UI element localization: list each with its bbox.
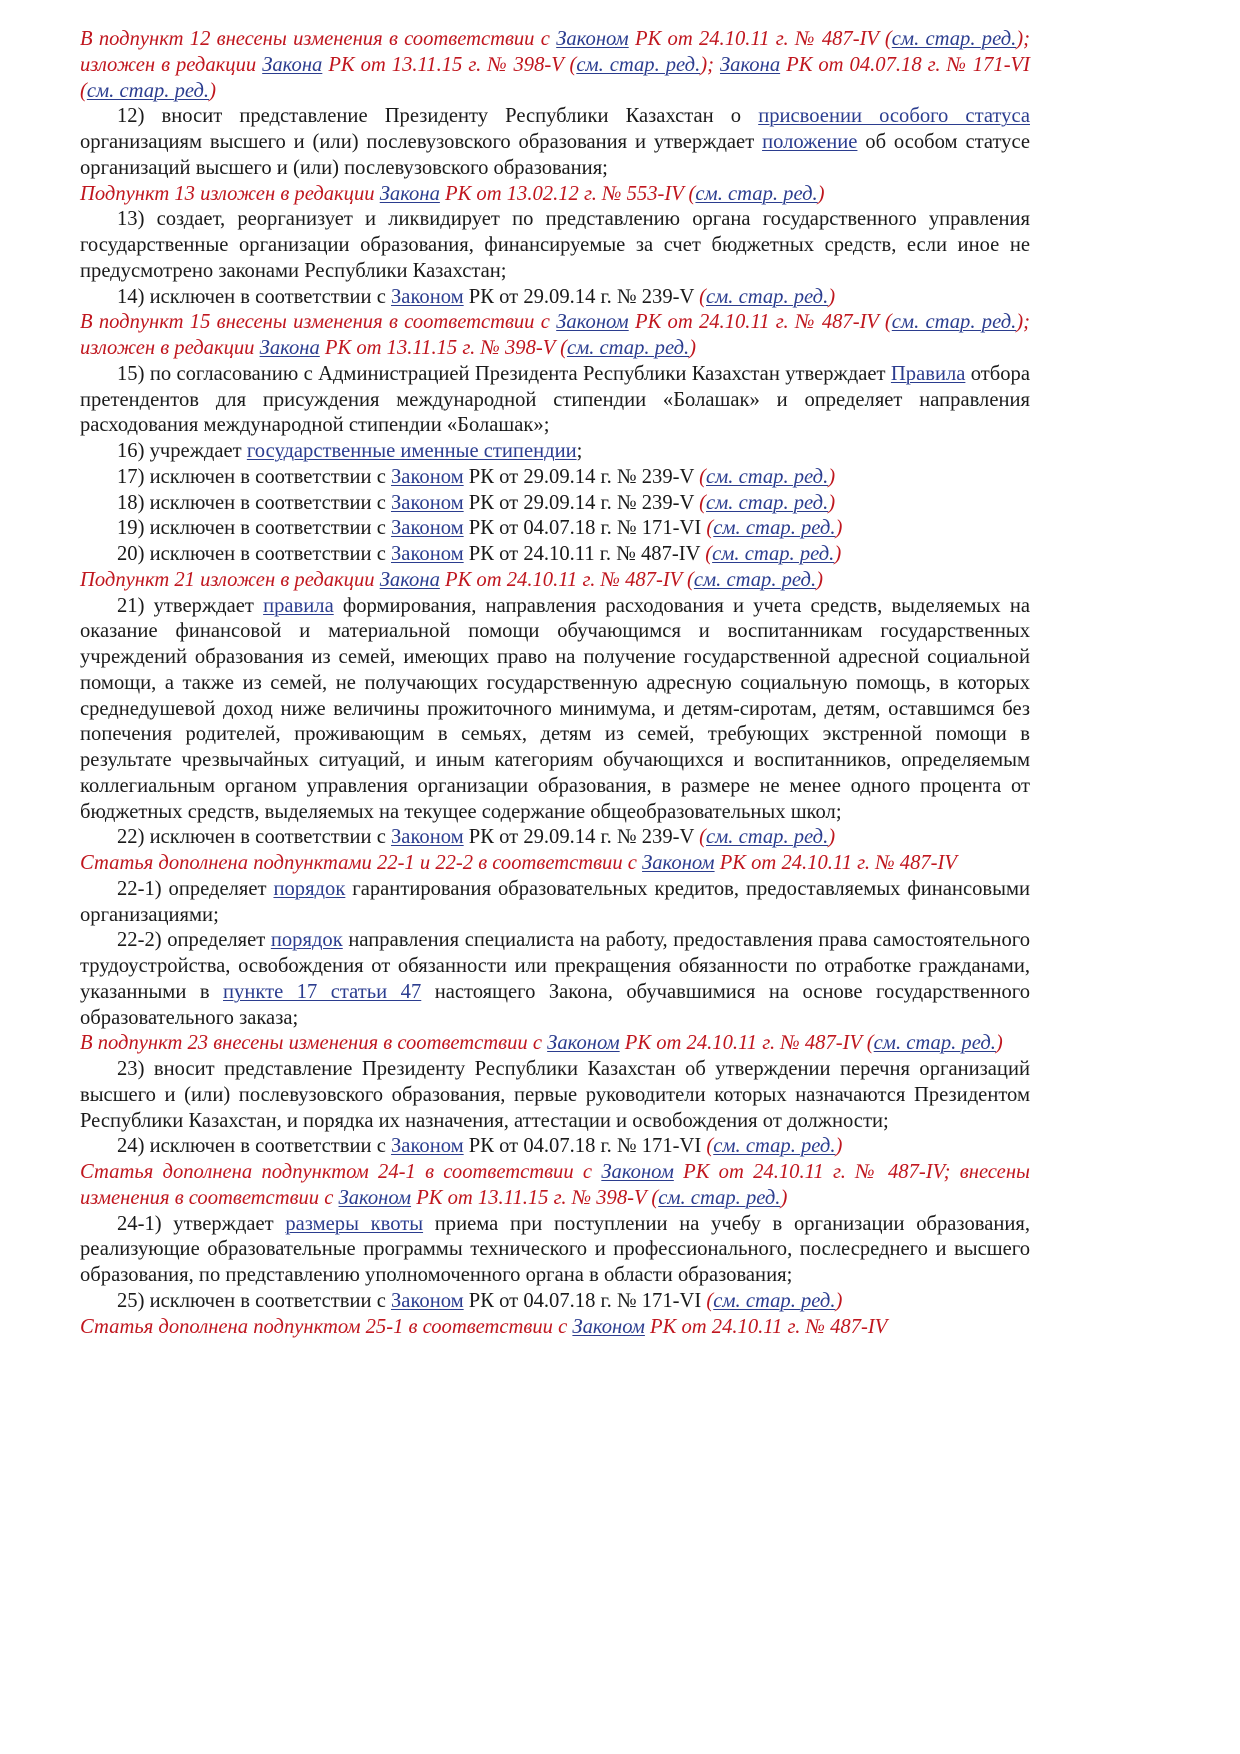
text-run: РК от 29.09.14 г. № 239-V: [463, 826, 700, 849]
text-run: ): [209, 79, 216, 102]
paren: ): [828, 465, 836, 488]
paren: (: [699, 465, 707, 488]
text-run: РК от 04.07.18 г. № 171-VI: [463, 1289, 707, 1312]
paren: ): [828, 285, 836, 308]
law-link[interactable]: Законом: [390, 517, 464, 540]
text-run: РК от 24.10.11 г. № 487-IV; внесены изменения в соответствии с: [80, 1161, 1030, 1209]
text-run: РК от 13.11.15 г. № 398-V (: [322, 53, 577, 76]
text-run: 25) исключен в соответствии с: [117, 1289, 391, 1312]
text-run: РК от 29.09.14 г. № 239-V: [463, 491, 700, 514]
paren: ): [835, 1135, 843, 1158]
law-link[interactable]: Законом: [390, 1135, 464, 1158]
paren: ): [828, 826, 836, 849]
paren: ): [835, 1289, 843, 1312]
text-run: РК от 24.10.11 г. № 487-IV (: [439, 568, 694, 591]
old-edition-link[interactable]: см. стар. ред.: [706, 826, 829, 849]
text-run: РК от 13.11.15 г. № 398-V (: [411, 1186, 659, 1209]
old-edition-link[interactable]: см. стар. ред.: [693, 568, 817, 591]
text-run: ;: [576, 440, 583, 462]
old-edition-link[interactable]: см. стар. ред.: [566, 337, 690, 359]
text-run: РК от 24.10.11 г. № 487-IV (: [628, 311, 892, 334]
text-run: направления специалиста на работу, предоставления права самостоятельного трудоустройства, освобождения от обязанности или прекращения обязанности по отработке гражданами, указанными в: [80, 929, 1030, 1003]
text-run: настоящего Закона, обучавшимися на основе государственного образовательного заказа;: [80, 980, 1030, 1029]
text-run: 22) исключен в соответствии с: [117, 826, 391, 849]
text-run: гарантирования образовательных кредитов, предоставляемых финансовыми организациями;: [80, 877, 1030, 926]
text-run: 15) по согласованию с Администрацией Президента Республики Казахстан утверждает: [117, 362, 891, 385]
text-run: 21) утверждает: [117, 594, 264, 617]
subparagraph: [80, 1212, 1030, 1289]
law-link[interactable]: Законом: [601, 1161, 674, 1183]
subparagraph: [80, 825, 1030, 851]
text-run: отбора претендентов для присуждения международной стипендии «Болашак» и определяет направления расходования международной стипендии «Болашак»;: [80, 362, 1030, 437]
law-link[interactable]: присвоении особого статуса: [758, 105, 1030, 128]
text-run: В подпункт 15 внесены изменения в соответствии с: [80, 311, 557, 334]
text-run: ): [689, 337, 697, 359]
law-link[interactable]: Законом: [390, 491, 464, 514]
paren: (: [705, 543, 713, 565]
text-run: РК от 24.10.11 г. № 487-IV: [463, 543, 706, 565]
subparagraph: [80, 928, 1030, 1031]
text-run: Подпункт 21 изложен в редакции: [80, 568, 380, 591]
old-edition-ref: [699, 466, 835, 488]
text-run: РК от 29.09.14 г. № 239-V: [463, 285, 700, 308]
text-run: Статья дополнена подпунктом 24-1 в соответствии с: [80, 1161, 602, 1183]
law-link[interactable]: Законом: [390, 543, 464, 565]
text-run: 12) вносит представление Президенту Республики Казахстан о: [117, 105, 759, 128]
subparagraph: [80, 362, 1030, 439]
paren: (: [706, 1135, 714, 1158]
amendment-note: [80, 568, 1030, 594]
text-run: 22-1) определяет: [117, 877, 274, 900]
amendment-note: [80, 27, 1030, 104]
text-run: Подпункт 13 изложен в редакции: [80, 182, 380, 205]
paren: ): [834, 543, 842, 565]
text-run: организациям высшего и (или) послевузовского образования и утверждает: [80, 131, 763, 153]
law-link[interactable]: Закона: [262, 53, 323, 76]
old-edition-ref: [706, 1135, 842, 1157]
old-edition-link[interactable]: см. стар. ред.: [706, 285, 829, 308]
text-run: приема при поступлении на учебу в организации образования, реализующие образовательные программы технического и профессионального, послесреднего и высшего образования, по представлению уполномоченного органа в области образования;: [80, 1212, 1030, 1286]
old-edition-link[interactable]: см. стар. ред.: [891, 311, 1017, 334]
law-link[interactable]: Закона: [379, 182, 440, 205]
subparagraph: [80, 465, 1030, 491]
law-link[interactable]: правила: [263, 594, 334, 617]
text-run: РК от 29.09.14 г. № 239-V: [463, 465, 700, 488]
old-edition-link[interactable]: см. стар. ред.: [706, 465, 829, 488]
subparagraph: [80, 516, 1030, 542]
text-run: 18) исключен в соответствии с: [117, 491, 391, 514]
law-link[interactable]: размеры квоты: [285, 1212, 424, 1235]
old-edition-link[interactable]: см. стар. ред.: [891, 28, 1017, 50]
amendment-note: [80, 1031, 1030, 1057]
text-run: Статья дополнена подпунктами 22-1 и 22-2 в соответствии с: [80, 852, 643, 874]
subparagraph: [80, 439, 1030, 465]
old-edition-link[interactable]: см. стар. ред.: [713, 1135, 836, 1158]
old-edition-link[interactable]: см. стар. ред.: [576, 53, 701, 76]
law-link[interactable]: Законом: [390, 1289, 464, 1312]
amendment-note: [80, 182, 1030, 208]
law-link[interactable]: государственные именные стипендии: [246, 440, 577, 462]
text-run: ): [780, 1186, 788, 1209]
law-link[interactable]: Законом: [338, 1186, 412, 1209]
text-run: 17) исключен в соответствии с: [117, 465, 391, 488]
law-link[interactable]: Законом: [390, 826, 464, 849]
paren: (: [699, 491, 707, 514]
text-run: 13) создает, реорганизует и ликвидирует по представлению органа государственного управления государственные организации образования, финансируемые за счет бюджетных средств, если иное не предусмотрено законами Республики Казахстан;: [80, 208, 1030, 282]
subparagraph: [80, 877, 1030, 929]
text-run: );: [700, 53, 720, 76]
old-edition-link[interactable]: см. стар. ред.: [873, 1032, 996, 1055]
text-run: ); изложен в редакции: [80, 28, 1030, 76]
text-run: об особом статусе организаций высшего и (или) послевузовского образования;: [80, 131, 1030, 179]
text-run: РК от 24.10.11 г. № 487-IV (: [628, 28, 892, 50]
law-link[interactable]: порядок: [270, 929, 343, 952]
old-edition-ref: [706, 517, 842, 539]
old-edition-ref: [699, 492, 835, 514]
law-link[interactable]: Законом: [390, 285, 464, 308]
paren: ): [835, 517, 843, 540]
text-run: 23) вносит представление Президенту Республики Казахстан об утверждении перечня организаций высшего и (или) послевузовского образования, первые руководители которых назначаются Президентом Республики Казахстан, и порядка их назначения, аттестации и освобождения от должности;: [80, 1058, 1030, 1132]
text-run: 20) исключен в соответствии с: [117, 543, 391, 565]
old-edition-ref: [706, 1290, 842, 1312]
text-run: ): [817, 182, 825, 205]
paren: (: [706, 1289, 714, 1312]
text-run: В подпункт 12 внесены изменения в соответствии с: [80, 28, 557, 50]
amendment-note: [80, 1160, 1030, 1212]
old-edition-link[interactable]: см. стар. ред.: [695, 182, 818, 205]
text-run: РК от 04.07.18 г. № 171-VI: [463, 517, 707, 540]
old-edition-link[interactable]: см. стар. ред.: [713, 1289, 836, 1312]
law-link[interactable]: положение: [762, 131, 858, 153]
text-run: 22-2) определяет: [117, 929, 271, 952]
law-link[interactable]: Законом: [390, 465, 464, 488]
text-run: ): [816, 568, 823, 591]
text-run: Статья дополнена подпунктом 25-1 в соответствии с: [80, 1315, 573, 1338]
old-edition-ref: [705, 543, 841, 565]
text-run: РК от 24.10.11 г. № 487-IV (: [619, 1032, 874, 1055]
old-edition-ref: [699, 286, 835, 308]
subparagraph: [80, 491, 1030, 517]
subparagraph: [80, 594, 1030, 826]
subparagraph: [80, 104, 1030, 181]
paren: (: [699, 826, 707, 849]
subparagraph: [80, 1057, 1030, 1134]
old-edition-link[interactable]: см. стар. ред.: [712, 543, 835, 565]
subparagraph: [80, 207, 1030, 284]
old-edition-link[interactable]: см. стар. ред.: [713, 517, 836, 540]
old-edition-ref: [699, 826, 835, 848]
law-link[interactable]: Законом: [547, 1032, 620, 1055]
law-link[interactable]: Законом: [642, 852, 715, 874]
law-link[interactable]: порядок: [273, 877, 346, 900]
text-run: 14) исключен в соответствии с: [117, 285, 391, 308]
text-run: РК от 13.02.12 г. № 553-IV (: [439, 182, 696, 205]
law-link[interactable]: Законом: [556, 28, 629, 50]
paren: ): [828, 491, 836, 514]
paren: (: [706, 517, 714, 540]
law-link[interactable]: Закона: [379, 568, 440, 591]
law-link[interactable]: Закона: [719, 53, 781, 76]
law-link[interactable]: Законом: [556, 311, 629, 334]
old-edition-link[interactable]: см. стар. ред.: [658, 1186, 781, 1209]
subparagraph: [80, 1289, 1030, 1315]
text-run: РК от 04.07.18 г. № 171-VI: [463, 1135, 707, 1158]
paren: (: [699, 285, 707, 308]
text-run: В подпункт 23 внесены изменения в соответствии с: [80, 1032, 548, 1055]
law-link[interactable]: Закона: [259, 337, 320, 359]
law-link[interactable]: Правила: [890, 362, 966, 385]
text-run: 24-1) утверждает: [117, 1212, 286, 1235]
amendment-note: [80, 851, 1030, 877]
text-run: ): [995, 1032, 1003, 1055]
subparagraph: [80, 1134, 1030, 1160]
old-edition-link[interactable]: см. стар. ред.: [706, 491, 829, 514]
text-run: 19) исключен в соответствии с: [117, 517, 391, 540]
text-run: РК от 13.11.15 г. № 398-V (: [319, 337, 567, 359]
text-run: 24) исключен в соответствии с: [117, 1135, 391, 1158]
document-page: [80, 27, 1030, 1340]
law-link[interactable]: Законом: [572, 1315, 645, 1338]
subparagraph: [80, 285, 1030, 311]
subparagraph: [80, 542, 1030, 568]
text-run: РК от 24.10.11 г. № 487-IV: [644, 1315, 888, 1338]
text-run: РК от 04.07.18 г. № 171-VI (: [80, 53, 1030, 102]
text-run: РК от 24.10.11 г. № 487-IV: [714, 852, 957, 874]
amendment-note: [80, 310, 1030, 362]
text-run: формирования, направления расходования и учета средств, выделяемых на оказание финансовой и материальной помощи обучающимся и воспитанникам государственных учреждений образования из семей, имеющих право на получение государственной адресной социальной помощи, а также из семей, не получающих государственную адресную социальную помощь, в которых среднедушевой доход ниже величины прожиточного минимума, и детям-сиротам, детям, оставшимся без попечения родителей, проживающим в семьях, детям из семей, требующих экстренной помощи в результате чрезвычайных ситуаций, и иным категориям обучающихся и воспитанников, определяемым коллегиальным органом управления организации образования, в размере не менее одного процента от бюджетных средств, выделяемых на текущее содержание общеобразовательных школ;: [80, 594, 1031, 823]
text-run: ); изложен в редакции: [80, 311, 1030, 359]
old-edition-link[interactable]: см. стар. ред.: [86, 79, 210, 102]
amendment-note: [80, 1315, 1030, 1341]
law-link[interactable]: пункте 17 статьи 47: [223, 980, 422, 1003]
text-run: 16) учреждает: [117, 440, 247, 462]
